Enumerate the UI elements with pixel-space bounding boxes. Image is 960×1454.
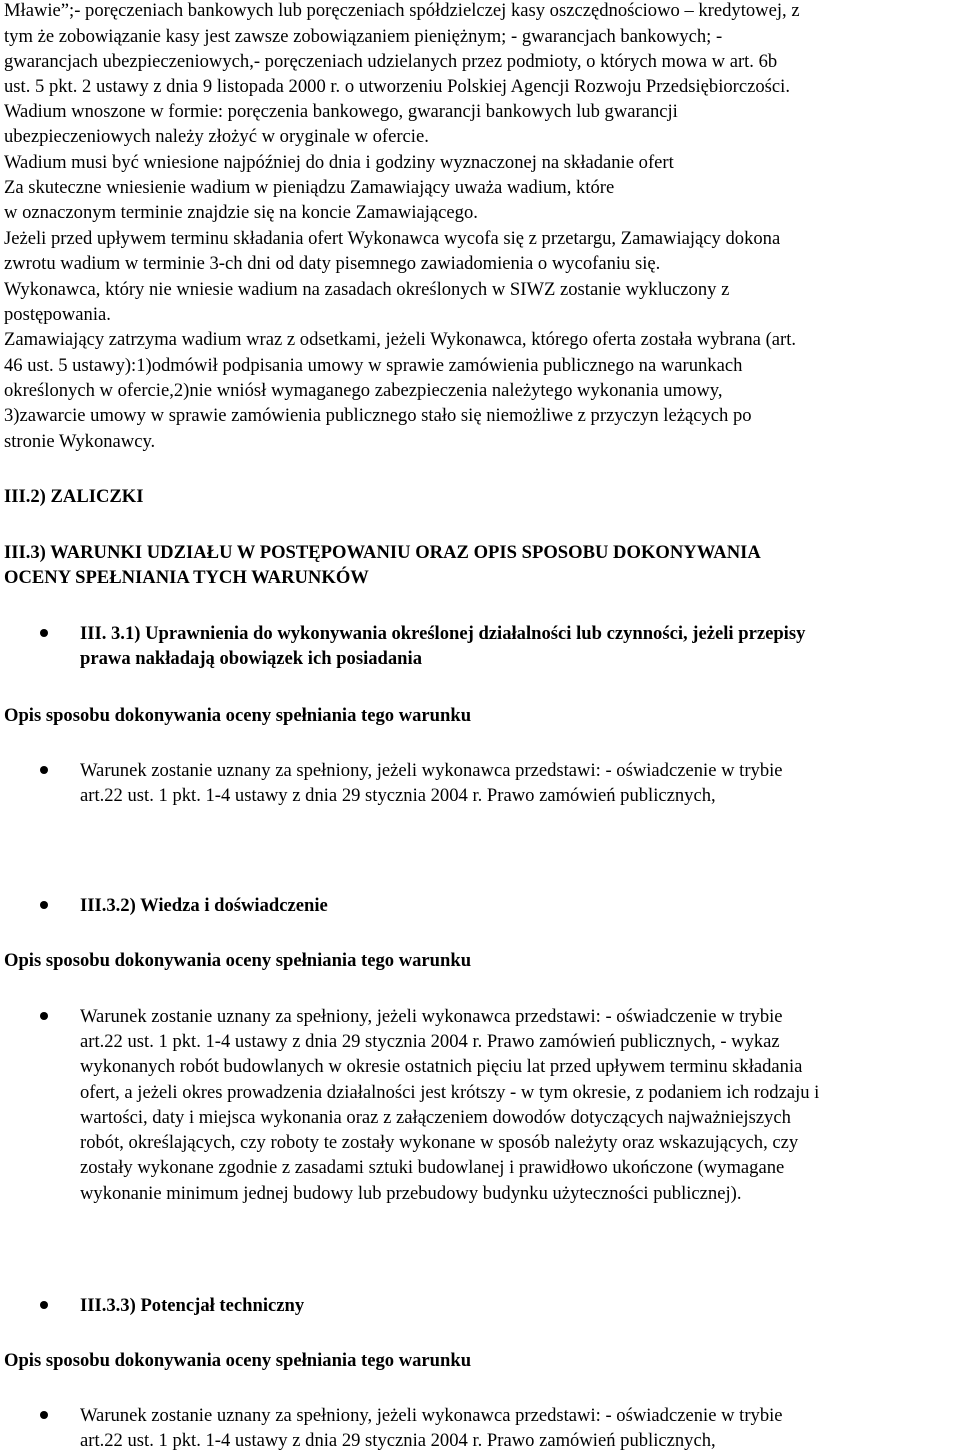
condition-text-line: wykonanych robót budowlanych w okresie ostatnich pięciu lat przed upływem terminu składania bbox=[80, 1056, 803, 1077]
body-text-line: Mławie”;- poręczeniach bankowych lub poręczeniach spółdzielczej kasy oszczędnościowo – kredytowej, z bbox=[4, 0, 800, 21]
condition-text-line: art.22 ust. 1 pkt. 1-4 ustawy z dnia 29 stycznia 2004 r. Prawo zamówień publicznych, - wykaz bbox=[80, 1031, 780, 1052]
bullet-icon bbox=[40, 1012, 48, 1020]
condition-text-line: wartości, daty i miejsca wykonania oraz z załączeniem dowodów dotyczących najważniejszych bbox=[80, 1107, 791, 1128]
condition-text-line: wykonanie minimum jednej budowy lub przebudowy budynku użyteczności publicznej). bbox=[80, 1183, 742, 1204]
body-text-line: 3)zawarcie umowy w sprawie zamówienia publicznego stało się niemożliwe z przyczyn leżących po bbox=[4, 405, 752, 426]
body-text-line: zwrotu wadium w terminie 3-ch dni od daty pisemnego zawiadomienia o wycofaniu się. bbox=[4, 253, 661, 274]
section-heading-warunki: OCENY SPEŁNIANIA TYCH WARUNKÓW bbox=[4, 567, 369, 588]
condition-text-line: zostały wykonane zgodnie z zasadami sztuki budowlanej i prawidłowo ukończone (wymagane bbox=[80, 1157, 785, 1178]
body-text-line: określonych w ofercie,2)nie wniósł wymaganego zabezpieczenia należytego wykonania umowy, bbox=[4, 380, 723, 401]
section-heading-warunki: III.3) WARUNKI UDZIAŁU W POSTĘPOWANIU ORAZ OPIS SPOSOBU DOKONYWANIA bbox=[4, 542, 761, 563]
body-text-line: Zamawiający zatrzyma wadium wraz z odsetkami, jeżeli Wykonawca, którego oferta została wybrana (art. bbox=[4, 329, 797, 350]
section-heading-zaliczki: III.2) ZALICZKI bbox=[4, 486, 144, 507]
condition-text-line: robót, określających, czy roboty te zostały wykonane w sposób należyty oraz wskazujących, czy bbox=[80, 1132, 799, 1153]
assessment-label: Opis sposobu dokonywania oceny spełniania tego warunku bbox=[4, 950, 472, 971]
body-text-line: 46 ust. 5 ustawy):1)odmówił podpisania umowy w sprawie zamówienia publicznego na warunkach bbox=[4, 355, 743, 376]
condition-text-line: art.22 ust. 1 pkt. 1-4 ustawy z dnia 29 stycznia 2004 r. Prawo zamówień publicznych, bbox=[80, 785, 716, 806]
bullet-icon bbox=[40, 1411, 48, 1419]
bullet-icon bbox=[40, 766, 48, 774]
body-text-line: ubezpieczeniowych należy złożyć w oryginale w ofercie. bbox=[4, 126, 429, 147]
body-text-line: stronie Wykonawcy. bbox=[4, 431, 156, 452]
condition-text-line: Warunek zostanie uznany za spełniony, jeżeli wykonawca przedstawi: - oświadczenie w trybie bbox=[80, 1405, 783, 1426]
body-text-line: Wadium musi być wniesione najpóźniej do dnia i godziny wyznaczonej na składanie ofert bbox=[4, 152, 674, 173]
condition-text-line: art.22 ust. 1 pkt. 1-4 ustawy z dnia 29 stycznia 2004 r. Prawo zamówień publicznych, bbox=[80, 1430, 716, 1451]
body-text-line: w oznaczonym terminie znajdzie się na koncie Zamawiającego. bbox=[4, 202, 478, 223]
subsection-heading-uprawnienia: prawa nakładają obowiązek ich posiadania bbox=[80, 648, 422, 669]
body-text-line: tym że zobowiązanie kasy jest zawsze zobowiązaniem pieniężnym; - gwarancjach bankowych; - bbox=[4, 26, 723, 47]
condition-text-line: Warunek zostanie uznany za spełniony, jeżeli wykonawca przedstawi: - oświadczenie w trybie bbox=[80, 760, 783, 781]
body-text-line: gwarancjach ubezpieczeniowych,- poręczeniach udzielanych przez podmioty, o których mowa w art. 6b bbox=[4, 51, 778, 72]
subsection-heading-uprawnienia: III. 3.1) Uprawnienia do wykonywania określonej działalności lub czynności, jeżeli przepisy bbox=[80, 623, 806, 644]
body-text-line: postępowania. bbox=[4, 304, 111, 325]
subsection-heading-wiedza: III.3.2) Wiedza i doświadczenie bbox=[80, 895, 328, 916]
body-text-line: Wadium wnoszone w formie: poręczenia bankowego, gwarancji bankowych lub gwarancji bbox=[4, 101, 678, 122]
bullet-icon bbox=[40, 629, 48, 637]
condition-text-line: ofert, a jeżeli okres prowadzenia działalności jest krótszy - w tym okresie, z podaniem ich rodzaju i bbox=[80, 1082, 820, 1103]
body-text-line: Za skuteczne wniesienie wadium w pieniądzu Zamawiający uważa wadium, które bbox=[4, 177, 615, 198]
subsection-heading-potencjal: III.3.3) Potencjał techniczny bbox=[80, 1295, 305, 1316]
condition-text-line: Warunek zostanie uznany za spełniony, jeżeli wykonawca przedstawi: - oświadczenie w trybie bbox=[80, 1006, 783, 1027]
body-text-line: Jeżeli przed upływem terminu składania ofert Wykonawca wycofa się z przetargu, Zamawiający dokona bbox=[4, 228, 781, 249]
bullet-icon bbox=[40, 901, 48, 909]
body-text-line: Wykonawca, który nie wniesie wadium na zasadach określonych w SIWZ zostanie wykluczony z bbox=[4, 279, 730, 300]
assessment-label: Opis sposobu dokonywania oceny spełniania tego warunku bbox=[4, 705, 472, 726]
bullet-icon bbox=[40, 1301, 48, 1309]
body-text-line: ust. 5 pkt. 2 ustawy z dnia 9 listopada 2000 r. o utworzeniu Polskiej Agencji Rozwoju Przedsiębiorczości. bbox=[4, 76, 790, 97]
assessment-label: Opis sposobu dokonywania oceny spełniania tego warunku bbox=[4, 1350, 472, 1371]
